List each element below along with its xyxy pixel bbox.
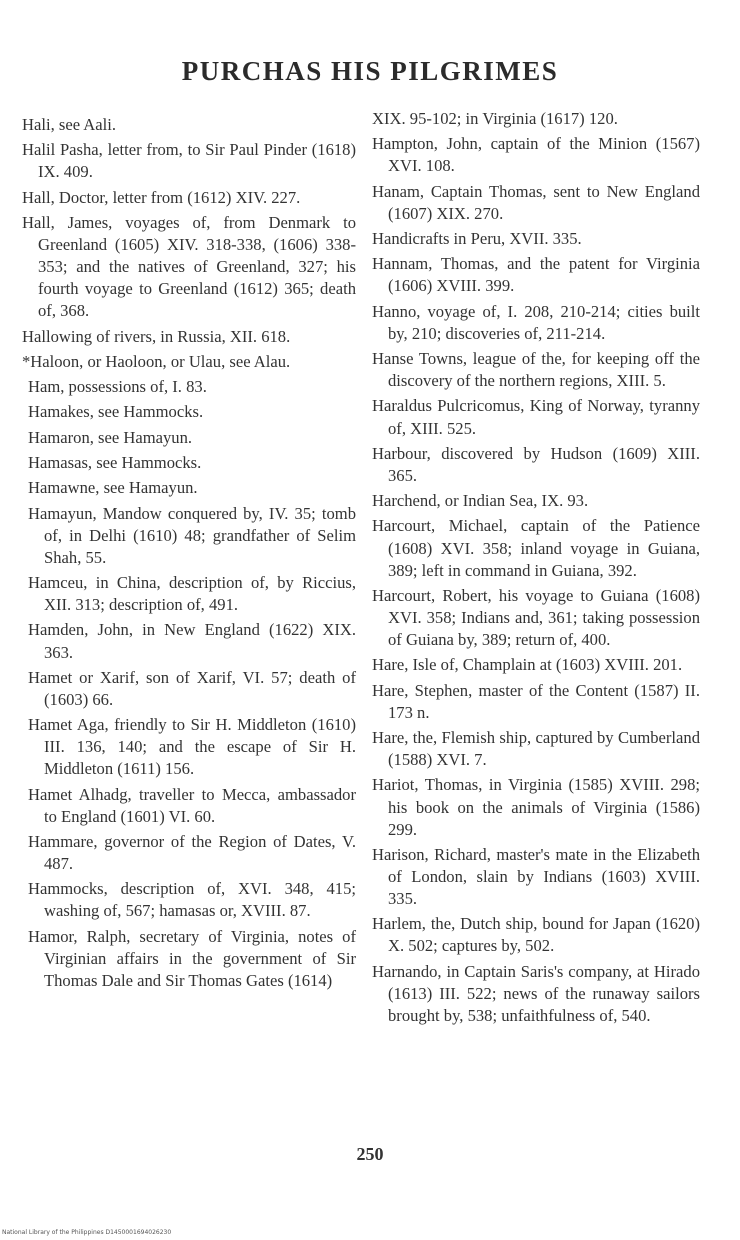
index-entry: Hannam, Thomas, and the patent for Virginia (1606) XVIII. 399.: [372, 254, 700, 296]
index-entry: Hariot, Thomas, in Virginia (1585) XVIII. 298; his book on the animals of Virginia (1586) 299.: [372, 775, 700, 839]
index-entry: Hali, see Aali.: [22, 115, 117, 134]
index-entry: Hamet Alhadg, traveller to Mecca, ambassador to England (1601) VI. 60.: [28, 784, 356, 826]
index-entry: Harcourt, Michael, captain of the Patience (1608) XVI. 358; inland voyage in Guiana, 389; left in command in Guiana, 392.: [372, 516, 700, 580]
index-entry: Hall, James, voyages of, from Denmark to Greenland (1605) XIV. 318-338, (1606) 338-353; and the natives of Greenland, 327; his fourth voyage to Greenland (1612) 365; death of, 368.: [22, 212, 356, 321]
index-entry: Handicrafts in Peru, XVII. 335.: [372, 229, 582, 249]
index-entry: Hanno, voyage of, I. 208, 210-214; cities built by, 210; discoveries of, 211-214.: [372, 301, 700, 343]
index-column-left: [22, 114, 356, 995]
index-entry: Hanam, Captain Thomas, sent to New England (1607) XIX. 270.: [372, 181, 700, 223]
index-entry: Hamceu, in China, description of, by Riccius, XII. 313; description of, 491.: [28, 573, 356, 615]
index-entry: Hamaron, see Hamayun.: [28, 427, 193, 447]
index-entry: Hammocks, description of, XVI. 348, 415; washing of, 567; hamasas or, XVIII. 87.: [28, 879, 356, 921]
index-entry: Harison, Richard, master's mate in the Elizabeth of London, slain by Indians (1603) XVIII. 335.: [372, 844, 700, 909]
index-entry: Hanse Towns, league of the, for keeping off the discovery of the northern regions, XIII. 5.: [372, 349, 700, 391]
index-entry: Hamet Aga, friendly to Sir H. Middleton (1610) III. 136, 140; and the escape of Sir H. Middleton (1611) 156.: [28, 715, 356, 779]
index-entry: Hall, Doctor, letter from (1612) XIV. 227.: [22, 187, 301, 207]
index-entry: *Haloon, or Haoloon, or Ulau, see Alau.: [22, 351, 291, 371]
index-entry: Hamakes, see Hammocks.: [28, 402, 204, 422]
index-entry: Harlem, the, Dutch ship, bound for Japan (1620) X. 502; captures by, 502.: [372, 914, 700, 956]
index-entry: Harcourt, Robert, his voyage to Guiana (1608) XVI. 358; Indians and, 361; taking possession of Guiana by, 389; return of, 400.: [372, 585, 700, 650]
index-entry: Hallowing of rivers, in Russia, XII. 618.: [22, 326, 291, 346]
index-entry: Hare, Stephen, master of the Content (1587) II. 173 n.: [372, 680, 700, 722]
index-entry: Hamawne, see Hamayun.: [28, 478, 198, 498]
page-number: 250: [356, 1144, 384, 1164]
index-entry: Hare, the, Flemish ship, captured by Cumberland (1588) XVI. 7.: [372, 728, 700, 770]
index-entry: Halil Pasha, letter from, to Sir Paul Pinder (1618) IX. 409.: [22, 140, 356, 182]
index-entry: Hamor, Ralph, secretary of Virginia, notes of Virginian affairs in the government of Sir Thomas Dale and Sir Thomas Gates (1614): [28, 926, 356, 990]
index-entry: Hampton, John, captain of the Minion (1567) XVI. 108.: [372, 134, 700, 176]
index-entry: Harbour, discovered by Hudson (1609) XIII. 365.: [372, 443, 700, 485]
index-entry: Harnando, in Captain Saris's company, at Hirado (1613) III. 522; news of the runaway sailors brought by, 538; unfaithfulness of, 540.: [372, 961, 700, 1025]
index-entry: Hare, Isle of, Champlain at (1603) XVIII. 201.: [372, 655, 683, 675]
index-entry: Hamayun, Mandow conquered by, IV. 35; tomb of, in Delhi (1610) 48; grandfather of Selim Shah, 55.: [28, 503, 356, 567]
index-entry: Hamasas, see Hammocks.: [28, 453, 202, 472]
index-entry: Ham, possessions of, I. 83.: [28, 377, 207, 397]
index-entry: XIX. 95-102; in Virginia (1617) 120.: [372, 109, 618, 128]
index-entry: Hamden, John, in New England (1622) XIX. 363.: [28, 620, 356, 662]
index-entry: Harchend, or Indian Sea, IX. 93.: [372, 491, 589, 511]
index-entry: Haraldus Pulcricomus, King of Norway, tyranny of, XIII. 525.: [372, 396, 700, 438]
index-entry: Hamet or Xarif, son of Xarif, VI. 57; death of (1603) 66.: [28, 667, 356, 709]
index-column-right: [372, 108, 700, 1030]
library-footer-note: National Library of the Philippines D1450001694026230: [2, 1229, 172, 1236]
page-title: PURCHAS HIS PILGRIMES: [181, 56, 559, 86]
index-entry: Hammare, governor of the Region of Dates, V. 487.: [28, 832, 356, 874]
